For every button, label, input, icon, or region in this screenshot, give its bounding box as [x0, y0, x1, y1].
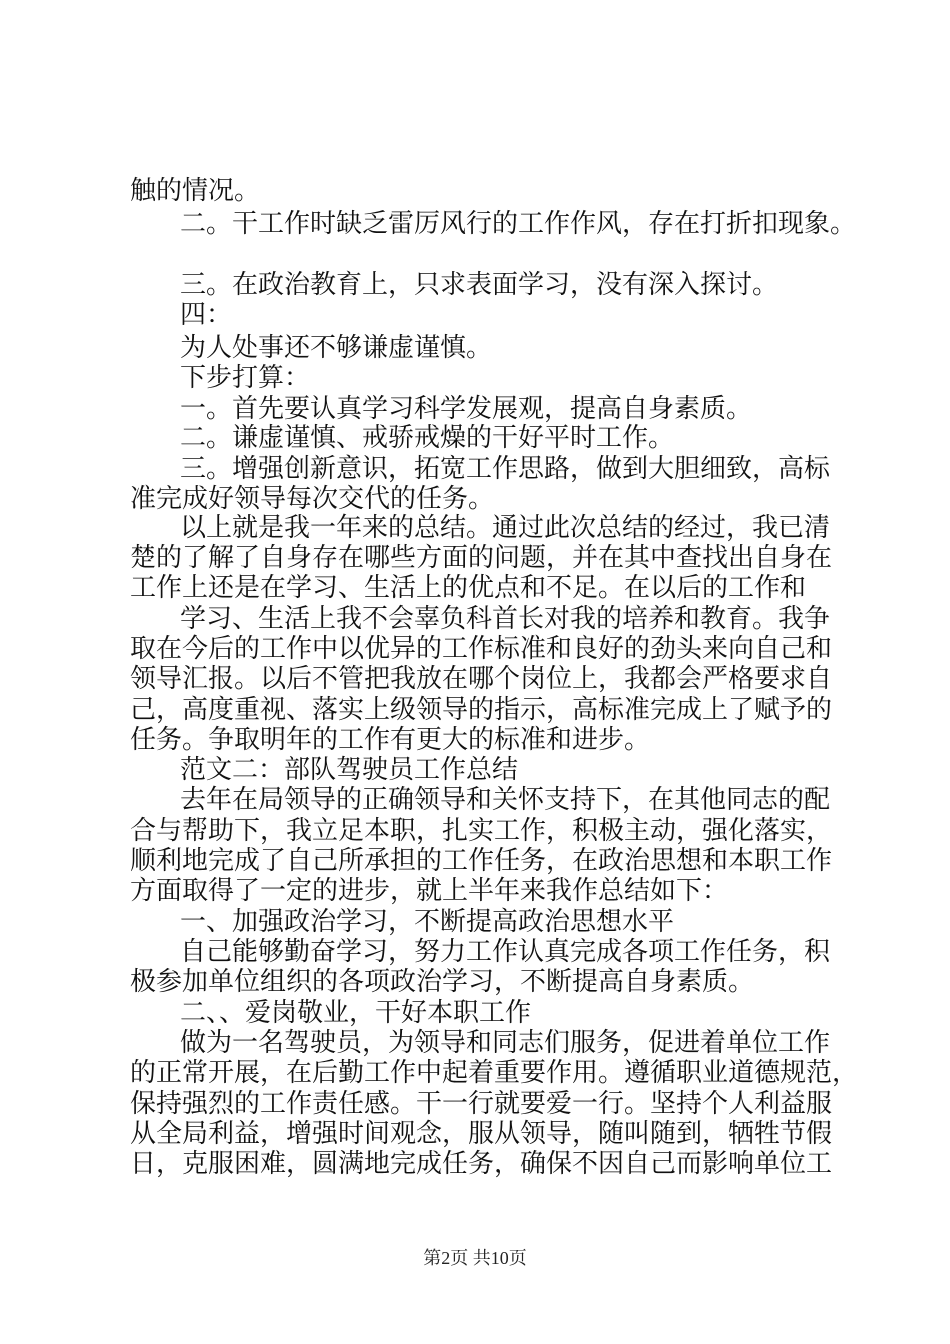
text-line: 任务。争取明年的工作有更大的标准和进步。: [130, 725, 651, 755]
text-line: 楚的了解了自身存在哪些方面的问题，并在其中查找出自身在: [130, 543, 833, 573]
text-line: 自己能够勤奋学习，努力工作认真完成各项工作任务，积: [180, 937, 831, 967]
text-line: 的正常开展，在后勤工作中起着重要作用。遵循职业道德规范，: [130, 1058, 859, 1088]
text-line: 三。增强创新意识，拓宽工作思路，做到大胆细致，高标: [180, 454, 831, 484]
text-line: 准完成好领导每次交代的任务。: [130, 484, 495, 514]
text-line: 去年在局领导的正确领导和关怀支持下，在其他同志的配: [180, 785, 831, 815]
text-line: 以上就是我一年来的总结。通过此次总结的经过，我已清: [180, 513, 831, 543]
text-line: 保持强烈的工作责任感。干一行就要爱一行。坚持个人利益服: [130, 1089, 833, 1119]
text-line: 三。在政治教育上，只求表面学习，没有深入探讨。: [180, 270, 779, 300]
text-line: 工作上还是在学习、生活上的优点和不足。在以后的工作和: [130, 573, 807, 603]
text-line: 方面取得了一定的进步，就上半年来我作总结如下：: [130, 876, 729, 906]
section-heading: 范文二：部队驾驶员工作总结: [180, 755, 519, 785]
text-line: 极参加单位组织的各项政治学习，不断提高自身素质。: [130, 967, 755, 997]
text-line: 下步打算：: [180, 363, 311, 393]
text-line: 日，克服困难，圆满地完成任务，确保不因自己而影响单位工: [130, 1149, 833, 1179]
subsection-heading: 一、加强政治学习，不断提高政治思想水平: [180, 907, 675, 937]
text-line: 取在今后的工作中以优异的工作标准和良好的劲头来向自己和: [130, 634, 833, 664]
text-line: 己，高度重视、落实上级领导的指示，高标准完成上了赋予的: [130, 695, 833, 725]
text-line: 从全局利益，增强时间观念，服从领导，随叫随到，牺牲节假: [130, 1119, 833, 1149]
text-line: 二。谦虚谨慎、戒骄戒燥的干好平时工作。: [180, 423, 675, 453]
text-line: 学习、生活上我不会辜负科首长对我的培养和教育。我争: [180, 604, 831, 634]
text-line: 二。干工作时缺乏雷厉风行的工作作风，存在打折扣现象。: [180, 209, 857, 239]
text-line: 一。首先要认真学习科学发展观，提高自身素质。: [180, 394, 753, 424]
subsection-heading: 二、、爱岗敬业，干好本职工作: [180, 998, 532, 1028]
text-line: 触的情况。: [130, 176, 261, 206]
text-line: 做为一名驾驶员，为领导和同志们服务，促进着单位工作: [180, 1028, 831, 1058]
text-line: 顺利地完成了自己所承担的工作任务，在政治思想和本职工作: [130, 846, 833, 876]
text-line: 四：: [180, 300, 233, 330]
page-number-footer: 第2页 共10页: [423, 1248, 527, 1268]
text-line: 合与帮助下，我立足本职，扎实工作，积极主动，强化落实，: [130, 816, 833, 846]
text-line: 为人处事还不够谦虚谨慎。: [180, 333, 493, 363]
text-line: 领导汇报。以后不管把我放在哪个岗位上，我都会严格要求自: [130, 664, 833, 694]
